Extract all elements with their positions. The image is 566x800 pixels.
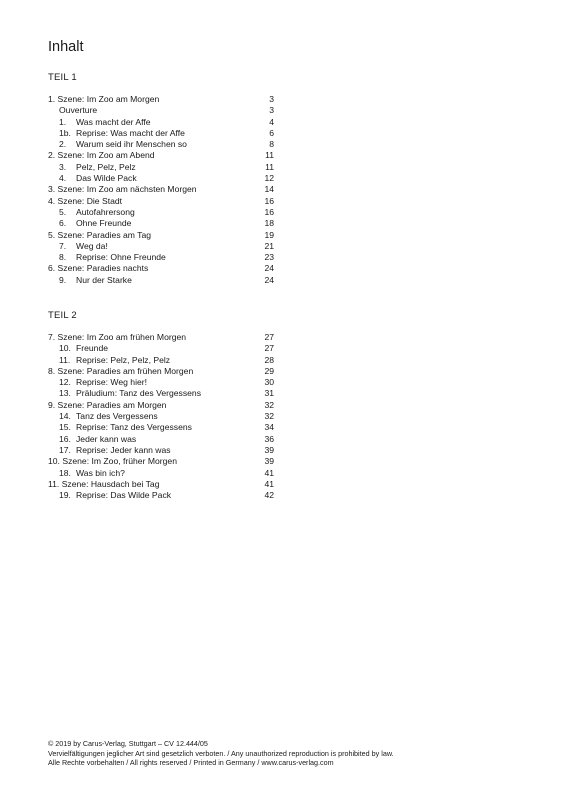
toc-entry — [48, 377, 274, 388]
part-heading-2: TEIL 2 — [48, 310, 77, 321]
toc-entry — [48, 241, 274, 252]
entry-title: 8. Szene: Paradies am frühen Morgen — [48, 365, 194, 376]
entry-title: 10. Szene: Im Zoo, früher Morgen — [48, 456, 177, 467]
toc-entry — [48, 218, 274, 229]
entry-number: 8. — [59, 252, 67, 263]
toc-scene-entry — [48, 332, 274, 343]
entry-title: Warum seid ihr Menschen so — [76, 139, 187, 150]
entry-page-number: 39 — [264, 456, 274, 467]
toc-entry — [48, 355, 274, 366]
entry-title: 3. Szene: Im Zoo am nächsten Morgen — [48, 184, 197, 195]
entry-title: Pelz, Pelz, Pelz — [76, 161, 136, 172]
entry-number: 14. — [59, 411, 71, 422]
toc-scene-entry — [48, 479, 274, 490]
entry-page-number: 27 — [264, 332, 274, 342]
toc-entry — [48, 388, 274, 399]
entry-page-number: 39 — [264, 444, 274, 455]
toc-scene-entry — [48, 400, 274, 411]
entry-title: Ouverture — [59, 105, 98, 116]
entry-number: 12. — [59, 377, 71, 388]
toc-scene-entry — [48, 230, 274, 241]
toc-entry — [48, 275, 274, 286]
entry-page-number: 14 — [264, 184, 274, 195]
entry-number: 17. — [59, 444, 71, 455]
entry-number: 4. — [59, 173, 67, 184]
entry-number: 16. — [59, 433, 71, 444]
entry-page-number: 30 — [264, 377, 274, 388]
toc-entry — [48, 445, 274, 456]
toc-entry — [48, 162, 274, 173]
entry-title: Präludium: Tanz des Vergessens — [76, 388, 201, 399]
toc-part-1 — [48, 94, 274, 286]
entry-page-number: 18 — [264, 218, 274, 229]
entry-title: 5. Szene: Paradies am Tag — [48, 229, 152, 240]
entry-page-number: 32 — [264, 399, 274, 410]
entry-page-number: 8 — [269, 139, 274, 150]
entry-title: Reprise: Weg hier! — [76, 377, 148, 388]
entry-number: 3. — [59, 161, 67, 172]
toc-entry — [48, 490, 274, 501]
footer-line-copyright: © 2019 by Carus-Verlag, Stuttgart – CV 12.444/05 — [48, 739, 208, 748]
entry-page-number: 4 — [269, 116, 274, 127]
toc-scene-entry — [48, 94, 274, 105]
page-title: Inhalt — [48, 39, 84, 55]
footer-line-reproduction: Vervielfältigungen jeglicher Art sind gesetzlich verboten. / Any unauthorized reproduction is prohibited by law. — [48, 748, 394, 758]
entry-page-number: 16 — [264, 206, 274, 217]
entry-number: 10. — [59, 343, 71, 354]
part-heading-1: TEIL 1 — [48, 72, 77, 83]
entry-page-number: 28 — [264, 354, 274, 365]
entry-page-number: 11 — [265, 161, 274, 172]
entry-title: 6. Szene: Paradies nachts — [48, 263, 149, 274]
entry-page-number: 41 — [264, 467, 274, 478]
copyright-footer — [48, 739, 394, 768]
entry-title: Reprise: Jeder kann was — [76, 444, 171, 455]
entry-page-number: 23 — [264, 252, 274, 263]
entry-page-number: 19 — [264, 229, 274, 240]
toc-entry — [48, 207, 274, 218]
toc-entry — [48, 139, 274, 150]
entry-page-number: 41 — [264, 478, 274, 489]
toc-entry — [48, 468, 274, 479]
entry-title: Reprise: Das Wilde Pack — [76, 490, 172, 501]
entry-page-number: 6 — [269, 127, 274, 138]
entry-title: Tanz des Vergessens — [76, 411, 158, 422]
toc-entry — [48, 128, 274, 139]
toc-entry — [48, 173, 274, 184]
entry-number: 9. — [59, 274, 67, 285]
entry-page-number: 29 — [264, 365, 274, 376]
toc-entry — [48, 117, 274, 128]
entry-number: 11. — [59, 354, 71, 365]
entry-page-number: 11 — [265, 150, 274, 161]
entry-number: 18. — [59, 467, 71, 478]
entry-title: Freunde — [76, 343, 109, 354]
entry-title: Reprise: Tanz des Vergessens — [76, 422, 192, 433]
entry-page-number: 3 — [269, 105, 274, 116]
toc-scene-entry — [48, 263, 274, 274]
entry-title: 9. Szene: Paradies am Morgen — [48, 399, 167, 410]
toc-scene-entry — [48, 196, 274, 207]
entry-title: Was bin ich? — [76, 467, 125, 478]
entry-page-number: 31 — [264, 388, 274, 399]
entry-title: Reprise: Pelz, Pelz, Pelz — [76, 354, 171, 365]
entry-number: 1b. — [59, 127, 71, 138]
entry-page-number: 42 — [264, 490, 274, 501]
toc-entry — [48, 343, 274, 354]
entry-number: 2. — [59, 139, 67, 150]
entry-number: 15. — [59, 422, 71, 433]
entry-page-number: 21 — [264, 240, 274, 251]
entry-title: 2. Szene: Im Zoo am Abend — [48, 150, 155, 161]
entry-title: 7. Szene: Im Zoo am frühen Morgen — [48, 332, 187, 342]
entry-number: 1. — [59, 116, 67, 127]
entry-title: Reprise: Ohne Freunde — [76, 252, 166, 263]
toc-scene-entry — [48, 366, 274, 377]
entry-page-number: 36 — [264, 433, 274, 444]
entry-title: 4. Szene: Die Stadt — [48, 195, 123, 206]
entry-title: 11. Szene: Hausdach bei Tag — [48, 478, 160, 489]
toc-entry — [48, 105, 274, 116]
toc-entry — [48, 252, 274, 263]
entry-page-number: 12 — [264, 173, 274, 184]
toc-entry — [48, 411, 274, 422]
toc-part-2 — [48, 332, 274, 501]
entry-page-number: 3 — [269, 94, 274, 104]
entry-number: 13. — [59, 388, 71, 399]
toc-scene-entry — [48, 150, 274, 161]
entry-number: 7. — [59, 240, 67, 251]
entry-page-number: 24 — [264, 274, 274, 285]
entry-title: Ohne Freunde — [76, 218, 132, 229]
entry-title: Nur der Starke — [76, 274, 132, 285]
toc-scene-entry — [48, 456, 274, 467]
entry-title: 1. Szene: Im Zoo am Morgen — [48, 94, 160, 104]
entry-number: 19. — [59, 490, 71, 501]
entry-title: Autofahrersong — [76, 206, 135, 217]
entry-page-number: 34 — [264, 422, 274, 433]
entry-number: 5. — [59, 206, 67, 217]
footer-line-rights: Alle Rechte vorbehalten / All rights reserved / Printed in Germany / www.carus-verlag.com — [48, 758, 334, 768]
entry-title: Jeder kann was — [76, 433, 137, 444]
entry-page-number: 32 — [264, 411, 274, 422]
toc-entry — [48, 434, 274, 445]
entry-title: Reprise: Was macht der Affe — [76, 127, 185, 138]
entry-number: 6. — [59, 218, 67, 229]
entry-page-number: 24 — [264, 263, 274, 274]
entry-page-number: 16 — [264, 195, 274, 206]
entry-title: Das Wilde Pack — [76, 173, 137, 184]
entry-page-number: 27 — [264, 343, 274, 354]
entry-title: Weg da! — [76, 240, 108, 251]
toc-entry — [48, 422, 274, 433]
entry-title: Was macht der Affe — [76, 116, 151, 127]
toc-scene-entry — [48, 184, 274, 195]
